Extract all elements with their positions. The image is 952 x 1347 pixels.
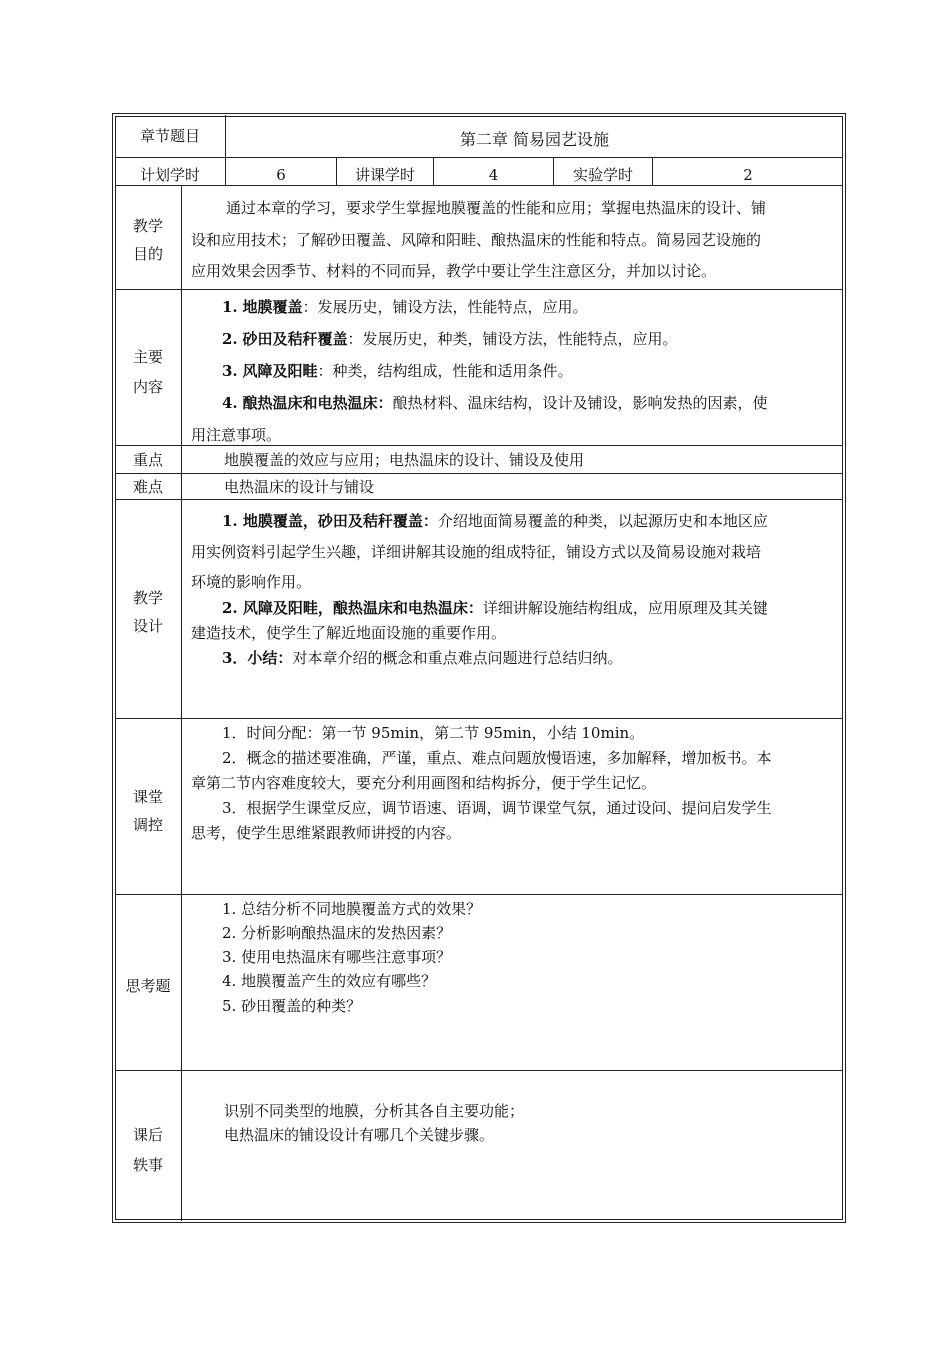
content-label-line: 内容 [132, 378, 163, 396]
content-item-num: 3. [222, 362, 238, 380]
lab-hours-label: 实验学时 [572, 166, 633, 184]
content-item-num: 1. [222, 298, 238, 316]
design-line: 建造技术，使学生了解近地面设施的重要作用。 [191, 624, 507, 642]
content-item-text: ：发展历史，铺设方法，性能特点，应用。 [302, 298, 588, 316]
after-line: 电热温床的铺设设计有哪几个关键步骤。 [224, 1126, 495, 1144]
content-item-title: 风障及阳畦 [242, 362, 318, 380]
chapter-title: 第二章 简易园艺设施 [459, 130, 610, 149]
lecture-hours-value: 4 [488, 166, 499, 184]
content-item-title: 地膜覆盖 [242, 298, 303, 316]
design-text: 对本章介绍的概念和重点难点问题进行总结归纳。 [292, 649, 623, 667]
content-item-text: ：种类，结构组成，性能和适用条件。 [317, 362, 573, 380]
after-label-line: 课后 [132, 1126, 163, 1144]
control-line: 2．概念的描述要准确，严谨，重点、难点问题放慢语速，多加解释，增加板书。本 [222, 749, 772, 767]
design-text: 介绍地面简易覆盖的种类，以起源历史和本地区应 [437, 512, 768, 530]
after-label [115, 1120, 181, 1180]
design-label [115, 584, 181, 640]
content-item [222, 328, 677, 349]
content-item-num: 2. [222, 330, 238, 348]
table-inner-border [115, 116, 843, 1220]
row-divider [115, 473, 843, 474]
col-divider [181, 185, 182, 1221]
key-points-label: 重点 [132, 451, 163, 469]
goal-line: 设和应用技术；了解砂田覆盖、风障和阳畦、酿热温床的性能和特点。简易园艺设施的 [191, 231, 762, 249]
control-label-line: 调控 [132, 816, 163, 834]
control-line: 3．根据学生课堂反应，调节语速、语调，调节课堂气氛，通过设问、提问启发学生 [222, 799, 772, 817]
lab-hours-value: 2 [743, 166, 753, 184]
control-label [115, 783, 181, 839]
control-line: 章第二节内容难度较大，要充分利用画图和结构拆分，便于学生记忆。 [191, 774, 657, 792]
design-heading: 3．小结： [222, 649, 293, 667]
content-item [222, 296, 587, 317]
design-text: 详细讲解设施结构组成，应用原理及其关键 [482, 599, 768, 617]
lecture-hours-label: 讲课学时 [354, 166, 415, 184]
row-divider [115, 1070, 843, 1071]
content-label-line: 主要 [132, 348, 163, 366]
difficulty-text: 电热温床的设计与铺设 [224, 478, 375, 496]
goal-line: 应用效果会因季节、材料的不同而异，教学中要让学生注意区分，并加以讨论。 [191, 262, 717, 280]
after-line: 识别不同类型的地膜，分析其各自主要功能； [224, 1102, 525, 1120]
design-line [222, 597, 768, 618]
content-item-text: 酿热材料、温床结构，设计及铺设，影响发热的因素，使 [392, 394, 768, 412]
content-item [222, 360, 572, 381]
planned-hours-label: 计划学时 [139, 166, 200, 184]
row-divider [115, 289, 843, 290]
design-line [222, 510, 768, 531]
goal-label [115, 212, 181, 268]
goal-label-line: 教学 [132, 217, 163, 235]
key-points-text: 地膜覆盖的效应与应用；电热温床的设计、铺设及使用 [224, 451, 585, 469]
content-item [222, 392, 767, 413]
planned-hours-value: 6 [276, 166, 286, 184]
question-item: 3. 使用电热温床有哪些注意事项？ [222, 948, 452, 966]
question-item: 2. 分析影响酿热温床的发热因素？ [222, 924, 452, 942]
goal-line: 通过本章的学习，要求学生掌握地膜覆盖的性能和应用；掌握电热温床的设计、铺 [226, 199, 767, 217]
question-item: 4. 地膜覆盖产生的效应有哪些？ [222, 972, 437, 990]
row-divider [115, 499, 843, 500]
design-heading: 2. 风障及阳畦，酿热温床和电热温床： [222, 599, 483, 617]
design-heading: 1. 地膜覆盖，砂田及秸秆覆盖： [222, 512, 438, 530]
design-line: 用实例资料引起学生兴趣，详细讲解其设施的组成特征，铺设方式以及简易设施对栽培 [191, 543, 762, 561]
content-item-continued: 用注意事项。 [191, 426, 282, 444]
control-label-line: 课堂 [132, 788, 163, 806]
design-label-line: 设计 [132, 617, 163, 635]
row-divider [115, 894, 843, 895]
row-divider [115, 185, 843, 186]
questions-label: 思考题 [125, 977, 171, 995]
difficulty-label: 难点 [132, 478, 163, 496]
control-line: 思考，使学生思维紧跟教师讲授的内容。 [191, 824, 462, 842]
chapter-label: 章节题目 [139, 127, 200, 145]
design-line [222, 647, 622, 668]
question-item: 5. 砂田覆盖的种类？ [222, 997, 362, 1015]
content-item-num: 4. [222, 394, 238, 412]
content-label [115, 342, 181, 402]
control-line: 1．时间分配：第一节 95min，第二节 95min，小结 10min。 [222, 724, 645, 742]
design-line: 环境的影响作用。 [191, 573, 312, 591]
content-item-text: ：发展历史，种类，铺设方法，性能特点，应用。 [347, 330, 678, 348]
design-label-line: 教学 [132, 589, 163, 607]
after-label-line: 轶事 [132, 1156, 163, 1174]
content-item-title: 砂田及秸秆覆盖 [242, 330, 348, 348]
row-divider [115, 445, 843, 446]
content-item-title: 酿热温床和电热温床： [242, 394, 393, 412]
goal-label-line: 目的 [132, 245, 163, 263]
question-item: 1. 总结分析不同地膜覆盖方式的效果？ [222, 900, 482, 918]
row-divider [115, 718, 843, 719]
